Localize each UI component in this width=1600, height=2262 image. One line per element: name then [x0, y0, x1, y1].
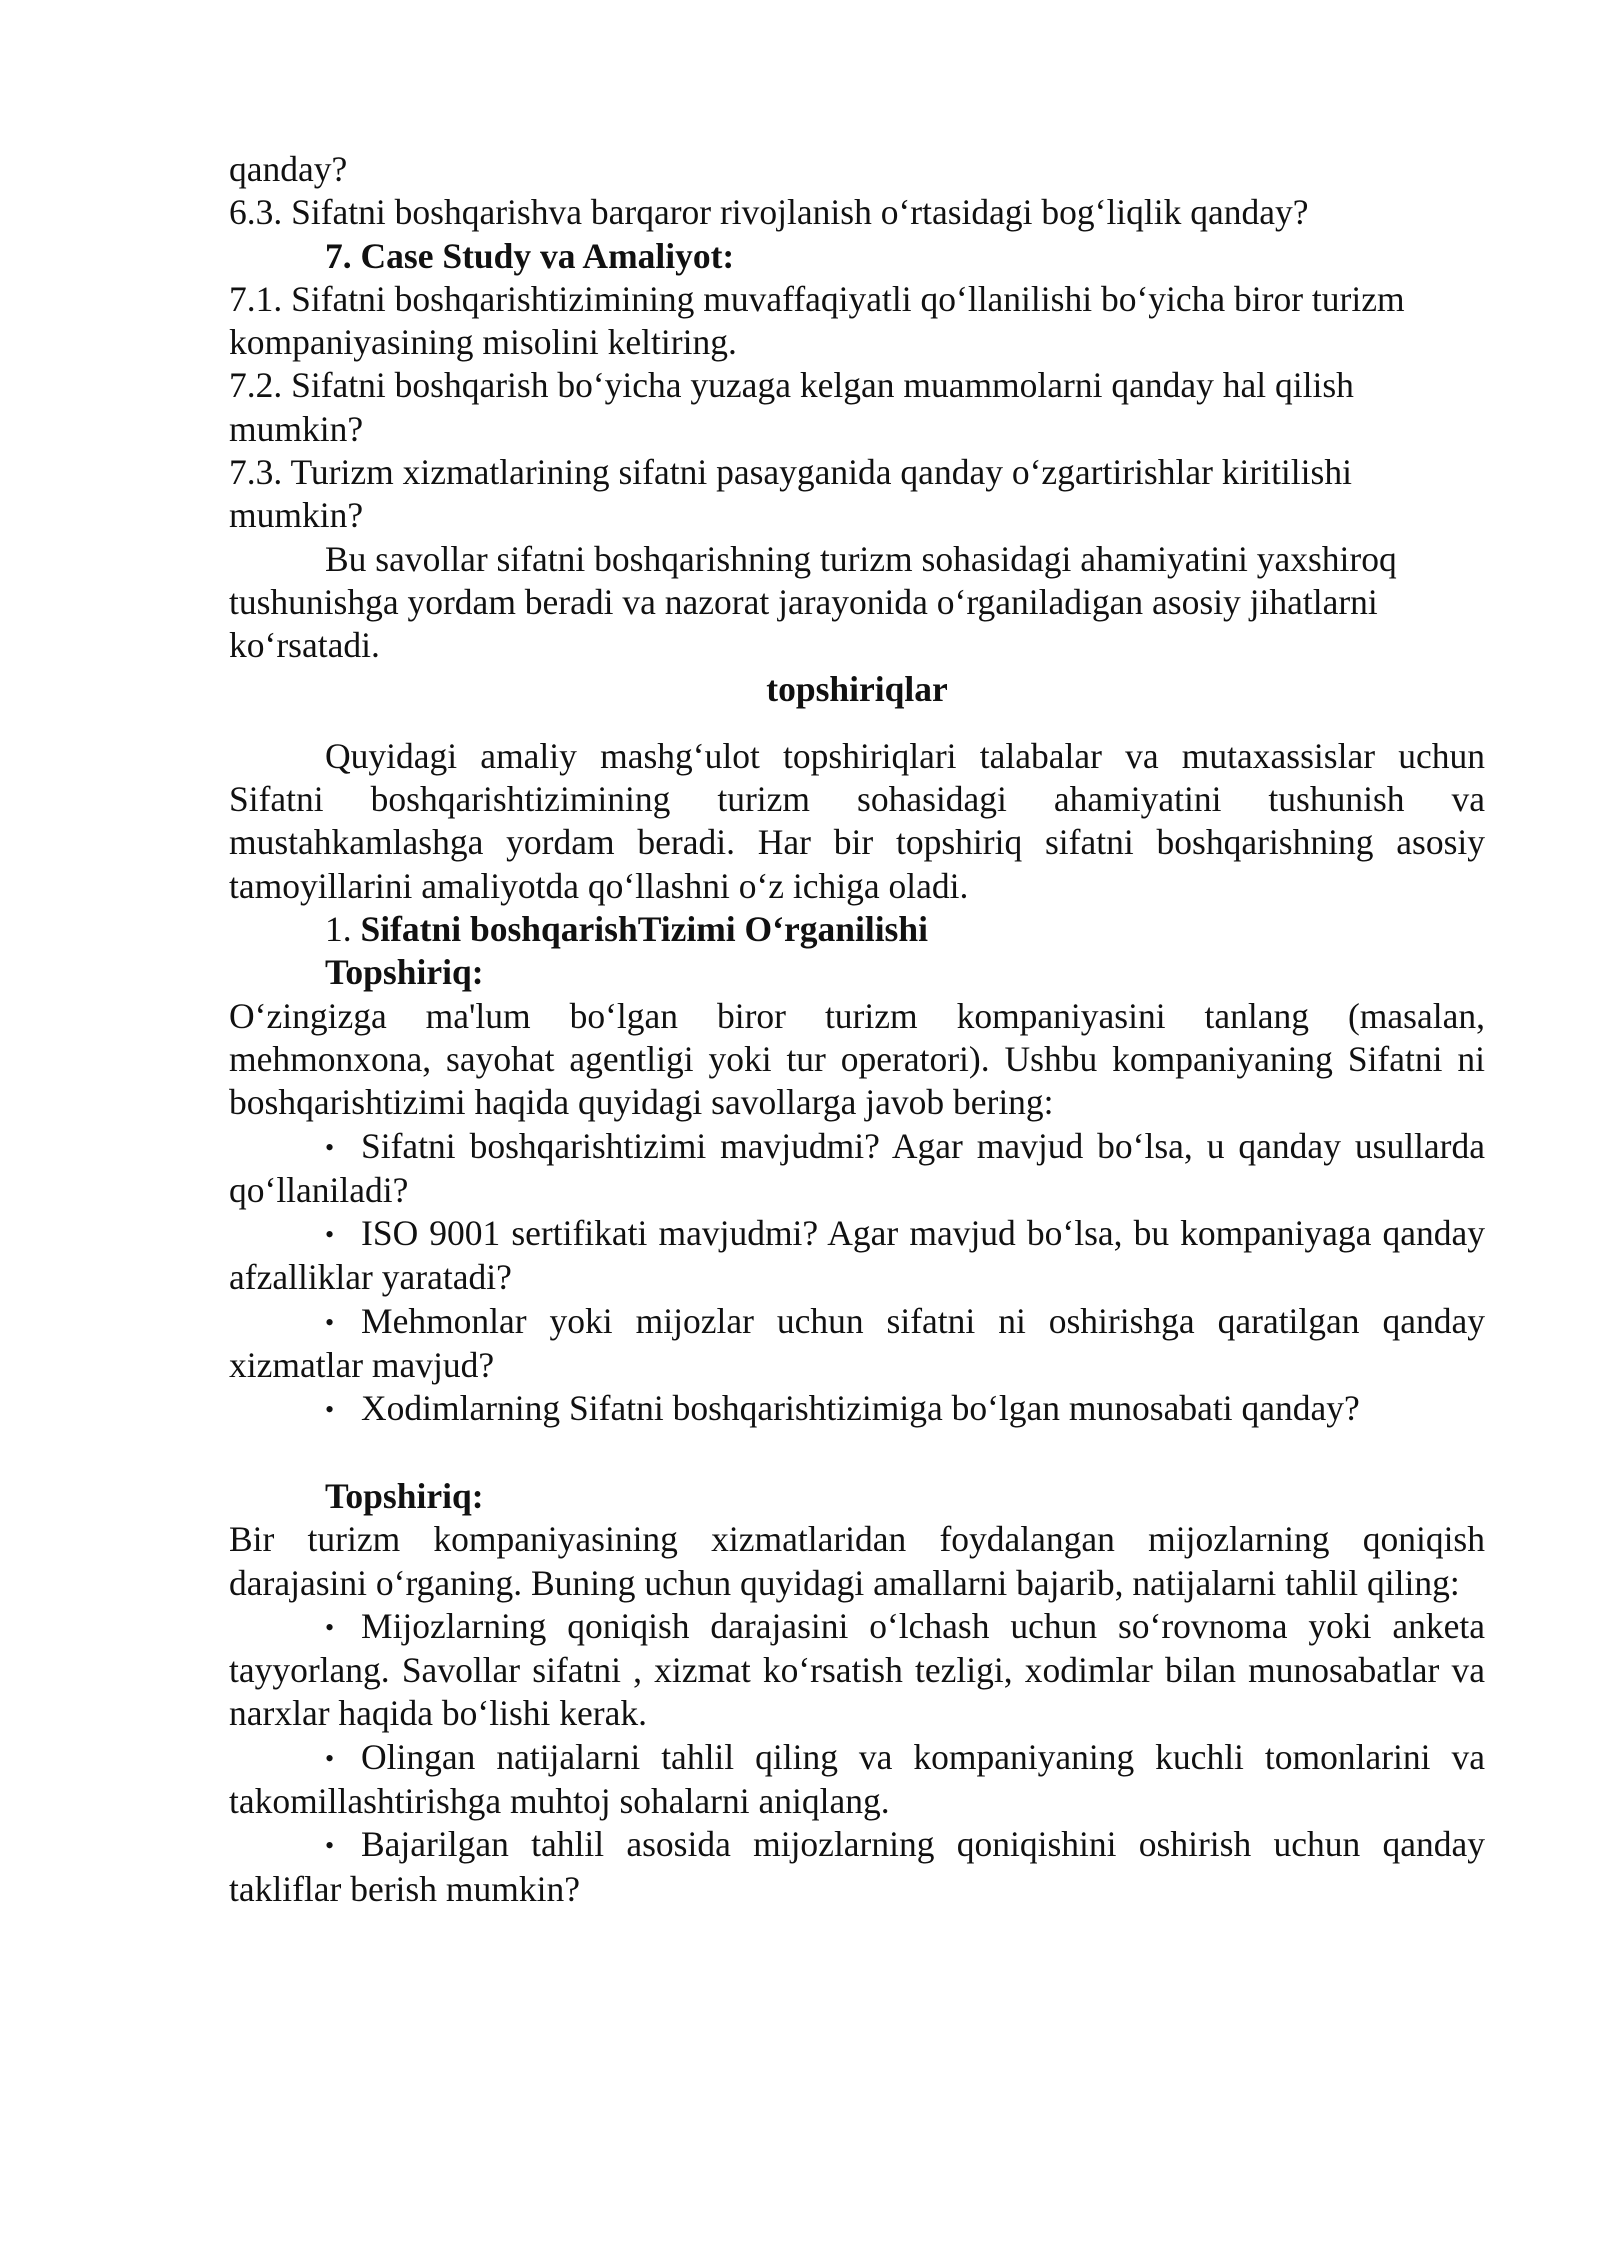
question-7-1: 7.1. Sifatni boshqarishtizimining muvaffaqiyatli qo‘llanilishi bo‘yicha biror turizm kompaniyasining misolini keltiring.: [229, 278, 1405, 363]
section-heading-7: 7. Case Study va Amaliyot:: [325, 235, 735, 276]
document-body: [229, 148, 1485, 1911]
intro-paragraph: Quyidagi amaliy mashg‘ulot topshiriqlari talabalar va mutaxassislar uchun Sifatni boshqarishtizimining turizm sohasidagi ahamiyatini tushunish va mustahkamlashga yordam beradi. Har bir topshiriq sifatni boshqarishning asosiy tamoyillarini amaliyotda qo‘llashni o‘z ichiga oladi.: [229, 735, 1485, 906]
bullet-list-1: [229, 1125, 1485, 1432]
spacer: [229, 1432, 1485, 1475]
list-item: [229, 1300, 1485, 1388]
task-1-paragraph: O‘zingizga ma'lum bo‘lgan biror turizm kompaniyasini tanlang (masalan, mehmonxona, sayohat agentligi yoki tur operatori). Ushbu kompaniyaning Sifatni ni boshqarishtizimi haqida quyidagi savollarga javob bering:: [229, 995, 1485, 1123]
bullet-icon: •: [325, 1220, 335, 1250]
bullet-icon: •: [325, 1307, 335, 1337]
bullet-list-2: [229, 1605, 1485, 1911]
list-item-text: ISO 9001 sertifikati mavjudmi? Agar mavjud bo‘lsa, bu kompaniyaga qanday afzalliklar yaratadi?: [229, 1213, 1485, 1298]
list-item: [229, 1823, 1485, 1911]
list-item-text: Mijozlarning qoniqish darajasini o‘lchash uchun so‘rovnoma yoki anketa tayyorlang. Savollar sifatni , xizmat ko‘rsatish tezligi, xodimlar bilan munosabatlar va narxlar haqida bo‘lishi kerak.: [229, 1605, 1485, 1734]
task-label-1: Topshiriq:: [325, 952, 484, 993]
bullet-icon: •: [325, 1743, 335, 1773]
spacer: [229, 711, 1485, 735]
bullet-icon: •: [325, 1612, 335, 1642]
task-label-2: Topshiriq:: [325, 1475, 484, 1516]
list-item: [229, 1212, 1485, 1300]
list-item-text: Sifatni boshqarishtizimi mavjudmi? Agar mavjud bo‘lsa, u qanday usullarda qo‘llaniladi?: [229, 1125, 1485, 1210]
list-item: [229, 1125, 1485, 1213]
question-7-3: 7.3. Turizm xizmatlarining sifatni pasayganida qanday o‘zgartirishlar kiritilishi mumkin?: [229, 452, 1352, 536]
task-1-title: Sifatni boshqarishTizimi O‘rganilishi: [360, 909, 928, 950]
text-line: qanday?: [229, 149, 348, 189]
bullet-icon: •: [325, 1395, 335, 1425]
section-title: topshiriqlar: [766, 668, 948, 709]
list-item-text: Bajarilgan tahlil asosida mijozlarning qoniqishini oshirish uchun qanday takliflar berish mumkin?: [229, 1824, 1485, 1909]
question-6-3: 6.3. Sifatni boshqarishva barqaror rivojlanish o‘rtasidagi bog‘liqlik qanday?: [229, 192, 1309, 233]
summary-paragraph: Bu savollar sifatni boshqarishning turizm sohasidagi ahamiyatini yaxshiroq tushunishga yordam beradi va nazorat jarayonida o‘rganiladigan asosiy jihatlarni ko‘rsatadi.: [229, 538, 1397, 666]
bullet-icon: •: [325, 1831, 335, 1861]
list-item-text: Olingan natijalarni tahlil qiling va kompaniyaning kuchli tomonlarini va takomillashtirishga muhtoj sohalarni aniqlang.: [229, 1736, 1485, 1821]
task-2-paragraph: Bir turizm kompaniyasining xizmatlaridan foydalangan mijozlarning qoniqish darajasini o‘rganing. Buning uchun quyidagi amallarni bajarib, natijalarni tahlil qiling:: [229, 1519, 1485, 1603]
list-item: [229, 1736, 1485, 1824]
list-item: [229, 1387, 1485, 1431]
list-item-text: Xodimlarning Sifatni boshqarishtizimiga bo‘lgan munosabati qanday?: [361, 1388, 1360, 1429]
question-7-2: 7.2. Sifatni boshqarish bo‘yicha yuzaga kelgan muammolarni qanday hal qilish mumkin?: [229, 365, 1354, 449]
list-item-text: Mehmonlar yoki mijozlar uchun sifatni ni oshirishga qaratilgan qanday xizmatlar mavjud?: [229, 1300, 1485, 1386]
task-1-heading: [229, 908, 1485, 951]
list-item: [229, 1605, 1485, 1736]
task-1-number: 1.: [325, 909, 361, 950]
bullet-icon: •: [325, 1132, 335, 1162]
